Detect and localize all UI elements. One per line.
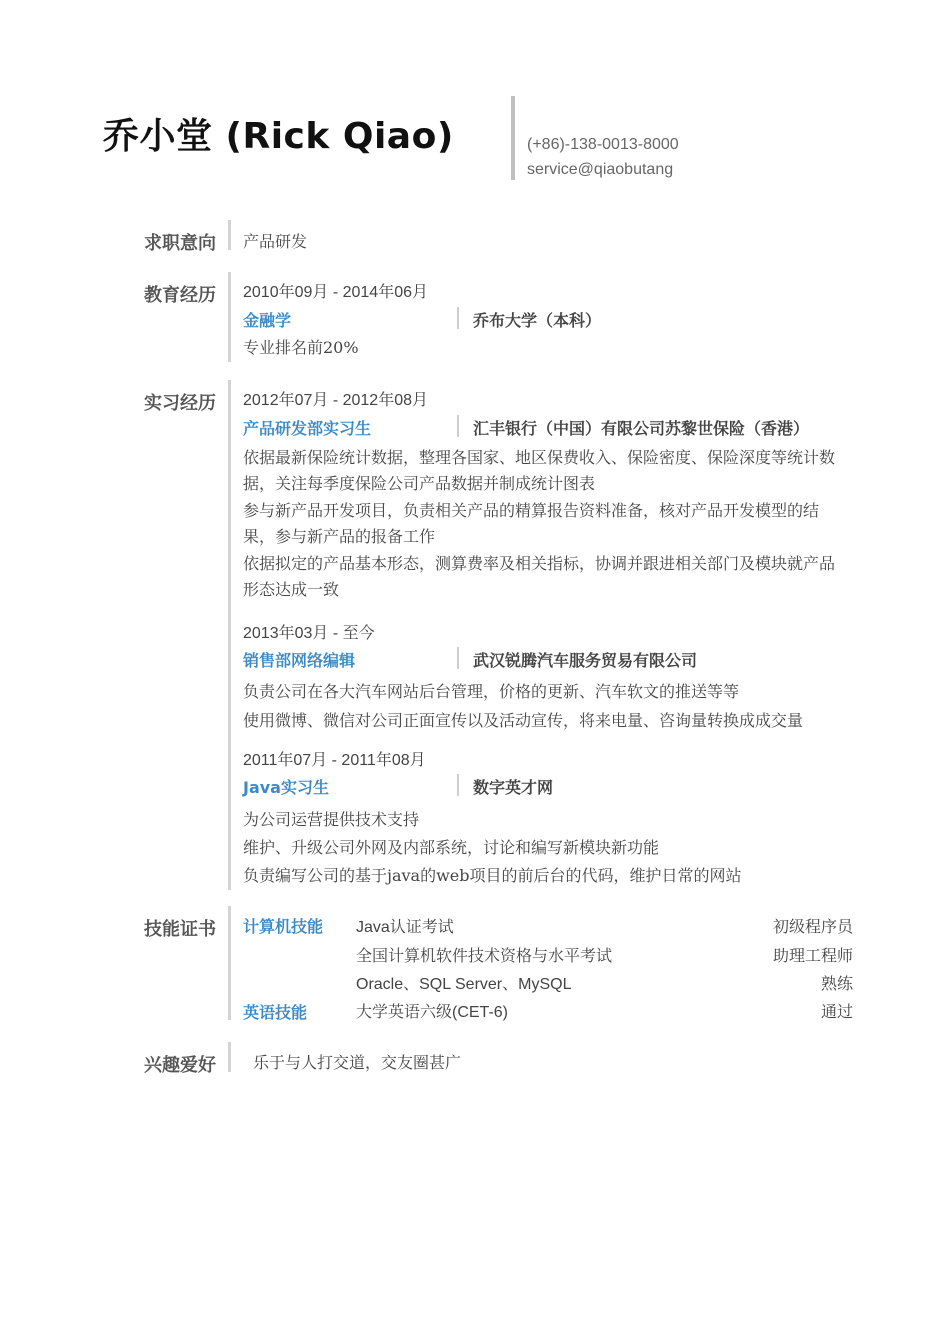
job-divider bbox=[457, 774, 459, 796]
skill-level: 通过 bbox=[820, 1002, 853, 1021]
job-date: 2011年07月 - 2011年08月 bbox=[243, 752, 426, 769]
job-role: Java实习生 bbox=[243, 778, 329, 797]
job-company: 武汉锐腾汽车服务贸易有限公司 bbox=[473, 651, 698, 670]
job-detail: 依据拟定的产品基本形态，测算费率及相关指标，协调并跟进相关部门及模块就产品形态达成一致 bbox=[243, 554, 836, 599]
section-title-hobbies: 兴趣爱好 bbox=[144, 1055, 216, 1076]
hobbies-value: 乐于与人打交道，交友圈甚广 bbox=[253, 1053, 462, 1072]
job-detail: 维护、升级公司外网及内部系统，讨论和编写新模块新功能 bbox=[243, 838, 660, 857]
job-role: 产品研发部实习生 bbox=[243, 419, 372, 438]
job-divider bbox=[457, 647, 459, 669]
education-school: 乔布大学（本科） bbox=[473, 311, 602, 330]
email-address: service@qiaobutang bbox=[527, 161, 674, 178]
job-detail: 负责公司在各大汽车网站后台管理，价格的更新、汽车软文的推送等等 bbox=[243, 682, 740, 701]
header-divider bbox=[511, 96, 515, 180]
education-date: 2010年09月 - 2014年06月 bbox=[243, 284, 429, 301]
section-bar-internship bbox=[228, 380, 231, 890]
objective-value: 产品研发 bbox=[243, 232, 308, 251]
phone-number: (+86)-138-0013-8000 bbox=[527, 136, 679, 153]
job-company: 汇丰银行（中国）有限公司苏黎世保险（香港） bbox=[473, 419, 810, 438]
section-bar-hobbies bbox=[228, 1042, 231, 1072]
job-detail: 负责编写公司的基于java的web项目的前后台的代码，维护日常的网站 bbox=[243, 866, 742, 885]
skill-category: 英语技能 bbox=[243, 1003, 308, 1022]
section-title-objective: 求职意向 bbox=[144, 233, 216, 254]
candidate-name: 乔小堂 (Rick Qiao) bbox=[103, 116, 454, 157]
education-note: 专业排名前20% bbox=[243, 338, 359, 357]
skill-level: 熟练 bbox=[820, 974, 853, 993]
job-detail: 为公司运营提供技术支持 bbox=[243, 810, 420, 829]
skill-category: 计算机技能 bbox=[243, 917, 324, 936]
job-date: 2013年03月 - 至今 bbox=[243, 625, 375, 642]
section-title-education: 教育经历 bbox=[144, 285, 216, 306]
skill-name: Oracle、SQL Server、MySQL bbox=[356, 976, 572, 993]
job-detail: 使用微博、微信对公司正面宣传以及活动宣传，将来电量、咨询量转换成成交量 bbox=[243, 711, 804, 730]
education-major: 金融学 bbox=[243, 311, 292, 330]
section-bar-objective bbox=[228, 220, 231, 250]
skill-name: 全国计算机软件技术资格与水平考试 bbox=[356, 946, 613, 965]
section-bar-skills bbox=[228, 906, 231, 1020]
job-company: 数字英才网 bbox=[473, 778, 554, 797]
job-date: 2012年07月 - 2012年08月 bbox=[243, 392, 429, 409]
job-detail: 参与新产品开发项目，负责相关产品的精算报告资料准备，核对产品开发模型的结果，参与新产品的报备工作 bbox=[243, 501, 820, 546]
education-divider bbox=[457, 307, 459, 329]
section-title-internship: 实习经历 bbox=[144, 393, 216, 414]
skill-name: Java认证考试 bbox=[356, 919, 454, 936]
section-title-skills: 技能证书 bbox=[144, 919, 216, 940]
job-role: 销售部网络编辑 bbox=[243, 651, 356, 670]
job-detail: 依据最新保险统计数据，整理各国家、地区保费收入、保险密度、保险深度等统计数据，关注每季度保险公司产品数据并制成统计图表 bbox=[243, 448, 836, 493]
skill-level: 初级程序员 bbox=[772, 917, 853, 936]
job-divider bbox=[457, 415, 459, 437]
skill-level: 助理工程师 bbox=[772, 946, 853, 965]
section-bar-education bbox=[228, 272, 231, 362]
skill-name: 大学英语六级(CET-6) bbox=[356, 1004, 509, 1021]
